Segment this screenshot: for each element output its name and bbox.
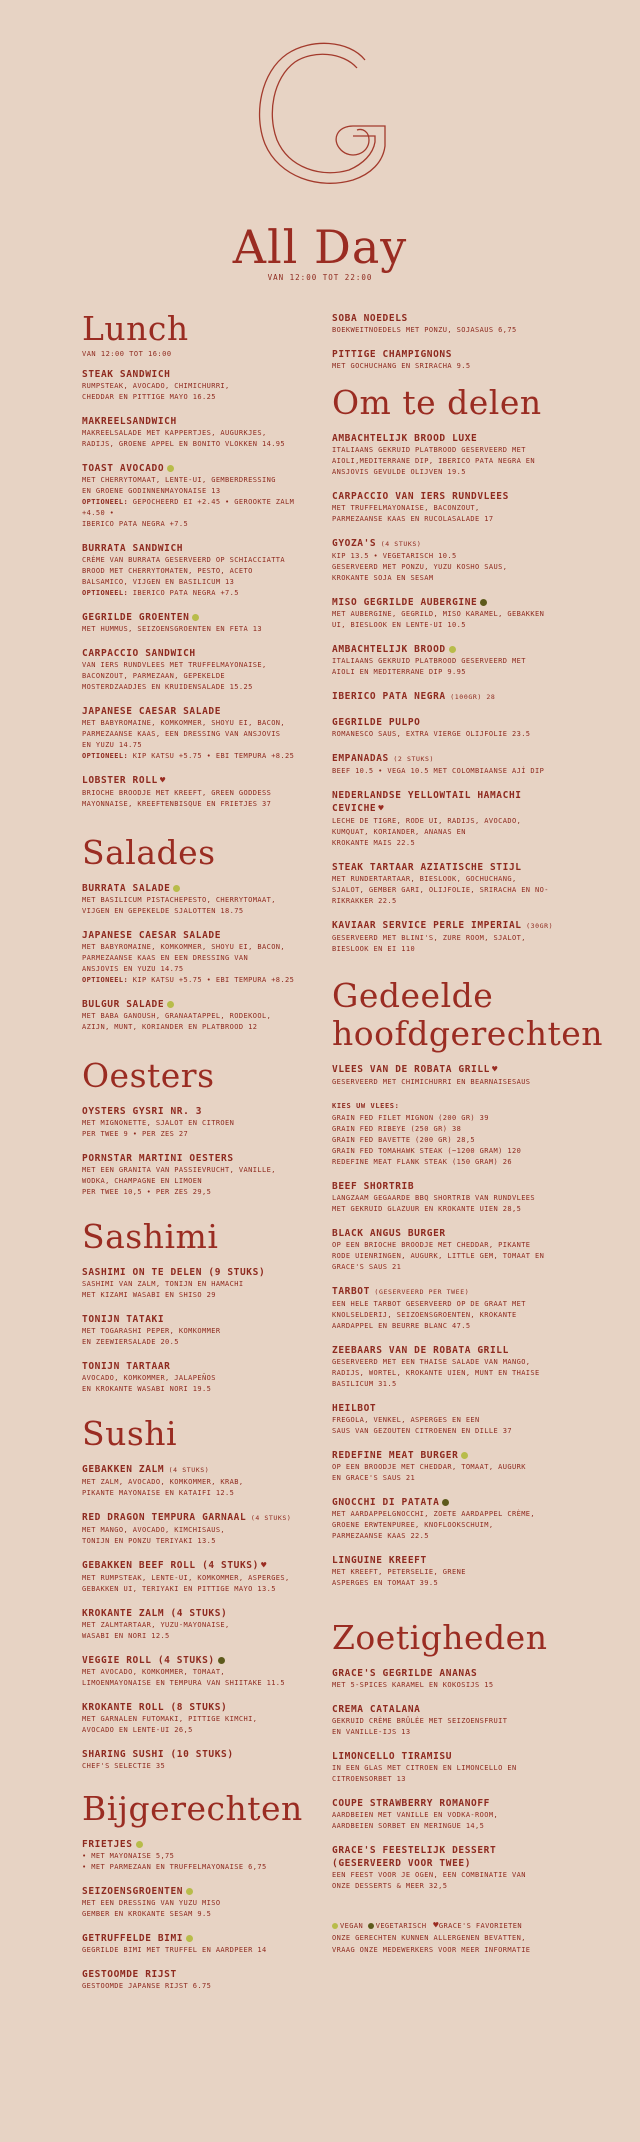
item-description: KNOLSELDERIJ, SEIZOENSGROENTEN, KROKANTE xyxy=(332,1311,517,1319)
vegetarian-dot-icon xyxy=(442,1499,449,1506)
menu-item xyxy=(82,1313,297,1348)
item-name-gegrilde-pulpo: GEGRILDE PULPO xyxy=(332,717,421,728)
item-description: BEEF 10.5 • VEGA 10.5 MET COLOMBIAANSE AJÍ DIP xyxy=(332,767,545,775)
item-description: BOEKWEITNOEDELS MET PONZU, SOJASAUS 6,75 xyxy=(332,326,517,334)
item-description: MET TRUFFELMAYONAISE, BACONZOUT, xyxy=(332,504,480,512)
item-name-lobster-roll: LOBSTER ROLL ♥ xyxy=(82,775,166,786)
item-name-sashimi-on-te-delen-9-stuks: SASHIMI ON TE DELEN (9 STUKS) xyxy=(82,1267,266,1278)
menu-item xyxy=(332,1100,562,1168)
menu-item xyxy=(82,1152,297,1198)
item-description: MOSTERDZAADJES EN KRUIDENSALADE 15.25 xyxy=(82,683,253,691)
item-description: GRACE'S SAUS 21 xyxy=(332,1263,402,1271)
menu-item xyxy=(332,919,562,955)
menu-item xyxy=(82,368,297,403)
menu-item xyxy=(82,705,297,762)
menu-item xyxy=(82,774,297,810)
item-description: FREGOLA, VENKEL, ASPERGES EN EEN xyxy=(332,1416,480,1424)
item-description: PER TWEE 10,5 • PER ZES 29,5 xyxy=(82,1188,212,1196)
item-description: MET ZALM, AVOCADO, KOMKOMMER, KRAB, xyxy=(82,1478,244,1486)
item-description: BROOD MET CHERRYTOMATEN, PESTO, ACETO xyxy=(82,567,253,575)
menu-item xyxy=(332,1496,562,1542)
item-optional: IBERICO PATA NEGRA +7.5 xyxy=(82,520,189,528)
item-description: LECHE DE TIGRE, RODE UI, RADIJS, AVOCADO, xyxy=(332,817,522,825)
item-description: ANSJOVIS GEVULDE OLIJVEN 19.5 xyxy=(332,468,466,476)
item-name-steak-tartaar-aziatische-stijl: STEAK TARTAAR AZIATISCHE STIJL xyxy=(332,862,522,873)
item-description: • MET PARMEZAAN EN TRUFFELMAYONAISE 6,75 xyxy=(82,1863,267,1871)
menu-item xyxy=(332,1227,562,1273)
menu-hours: VAN 12:00 TOT 22:00 xyxy=(267,273,373,282)
menu-item xyxy=(332,537,562,584)
item-description: MAYONNAISE, KREEFTENBISQUE EN FRIETJES 37 xyxy=(82,800,272,808)
item-description: BRIOCHE BROODJE MET KREEFT, GREEN GODDESS xyxy=(82,789,272,797)
item-description: MET RUMPSTEAK, LENTE-UI, KOMKOMMER, ASPERGES, xyxy=(82,1574,290,1582)
section-title-salades: Salades xyxy=(82,833,216,872)
menu-item xyxy=(332,752,562,777)
section-delen xyxy=(332,384,562,955)
item-description: GEBAKKEN UI, TERIYAKI EN PITTIGE MAYO 13.5 xyxy=(82,1585,276,1593)
menu-item xyxy=(332,1285,562,1332)
item-name-japanese-caesar-salade: JAPANESE CAESAR SALADE xyxy=(82,706,222,717)
item-description: GRAIN FED BAVETTE (200 GR) 28,5 xyxy=(332,1136,476,1144)
vegan-dot-icon xyxy=(167,1001,174,1008)
item-description: PARMEZAANSE KAAS, EEN DRESSING VAN ANSJOVIS xyxy=(82,730,281,738)
section-sashimi xyxy=(82,1218,297,1395)
menu-item xyxy=(332,690,562,704)
menu-item xyxy=(332,1180,562,1215)
item-description: ITALIAANS GEKRUID PLATBROOD GESERVEERD MET xyxy=(332,657,526,665)
item-name-tarbot: TARBOT (GESERVEERD PER TWEE) xyxy=(332,1286,470,1297)
item-description: GESERVEERD MET PONZU, YUZU KOSHO SAUS, xyxy=(332,563,508,571)
menu-item xyxy=(332,490,562,525)
item-name-japanese-caesar-salade: JAPANESE CAESAR SALADE xyxy=(82,930,222,941)
heart-icon: ♥ xyxy=(433,1921,439,1931)
item-name-tonijn-tataki: TONIJN TATAKI xyxy=(82,1314,165,1325)
legend-favorieten: GRACE'S FAVORIETEN xyxy=(438,1922,522,1930)
item-description: LANGZAAM GEGAARDE BBQ SHORTRIB VAN RUNDVLEES xyxy=(332,1194,536,1202)
item-description: GEMBER EN KROKANTE SESAM 9.5 xyxy=(82,1910,212,1918)
section-salades xyxy=(82,834,297,1033)
right-column xyxy=(332,312,604,1956)
section-bijgerechten xyxy=(82,1789,303,1992)
item-description: MET 5-SPICES KARAMEL EN KOKOSIJS 15 xyxy=(332,1681,494,1689)
item-name-crema-catalana: CREMA CATALANA xyxy=(332,1704,421,1715)
item-description: CITROENSORBET 13 xyxy=(332,1775,406,1783)
item-description: LIMOENMAYONAISE EN TEMPURA VAN SHIITAKE 11.5 xyxy=(82,1679,286,1687)
item-description: MET BABYROMAINE, KOMKOMMER, SHOYU EI, BACON, xyxy=(82,943,286,951)
item-description: REDEFINE MEAT FLANK STEAK (150 GRAM) 26 xyxy=(332,1158,512,1166)
section-sushi xyxy=(82,1415,297,1772)
menu-item xyxy=(332,1797,562,1832)
menu-item xyxy=(82,415,297,450)
item-description: MET AUBERGINE, GEGRILD, MISO KARAMEL, GEBAKKEN xyxy=(332,610,545,618)
item-description: MET GEKRUID GLAZUUR EN KROKANTE UIEN 28,5 xyxy=(332,1205,522,1213)
item-description: EN VANILLE-IJS 13 xyxy=(332,1728,411,1736)
item-description: GESTOOMDE JAPANSE RIJST 6.75 xyxy=(82,1982,212,1990)
item-description: ANSJOVIS EN YUZU 14.75 xyxy=(82,965,184,973)
item-description: GROENE ERWTENPUREE, KNOFLOOKSCHUIM, xyxy=(332,1521,494,1529)
vegetarian-dot-icon xyxy=(368,1923,374,1929)
item-name-gestoomde-rijst: GESTOOMDE RIJST xyxy=(82,1969,177,1980)
item-name-zeebaars-van-de-robata-grill: ZEEBAARS VAN DE ROBATA GRILL xyxy=(332,1345,509,1356)
item-description: OP EEN BROODJE MET CHEDDAR, TOMAAT, AUGURK xyxy=(332,1463,526,1471)
item-name-oysters-gysri-nr-3: OYSTERS GYSRI NR. 3 xyxy=(82,1106,203,1117)
menu-item xyxy=(332,1554,562,1589)
item-description: EN GRACE'S SAUS 21 xyxy=(332,1474,416,1482)
item-description: GESERVEERD MET EEN THAISE SALADE VAN MANGO, xyxy=(332,1358,531,1366)
item-name-gegrilde-groenten: GEGRILDE GROENTEN xyxy=(82,611,297,624)
vegan-dot-icon xyxy=(186,1935,193,1942)
item-name-carpaccio-van-iers-rundvlees: CARPACCIO VAN IERS RUNDVLEES xyxy=(332,491,509,502)
menu-item xyxy=(82,1266,297,1301)
vegan-dot-icon xyxy=(173,885,180,892)
item-description: PIKANTE MAYONAISE EN KATAIFI 12.5 xyxy=(82,1489,235,1497)
item-description: IN EEN GLAS MET CITROEN EN LIMONCELLO EN xyxy=(332,1764,517,1772)
menu-item xyxy=(332,861,562,907)
item-name-gyoza-s: GYOZA'S (4 STUKS) xyxy=(332,538,422,549)
heart-icon: ♥ xyxy=(159,776,166,786)
item-description: KROKANTE SOJA EN SESAM xyxy=(332,574,434,582)
vegetarian-dot-icon xyxy=(218,1657,225,1664)
item-description: PARMEZAANSE KAAS EN RUCOLASALADE 17 xyxy=(332,515,494,523)
menu-item xyxy=(82,1511,297,1547)
section-note-lunch: VAN 12:00 TOT 16:00 xyxy=(82,350,172,358)
menu-item xyxy=(332,596,562,631)
item-description: MET BABA GANOUSH, GRANAATAPPEL, RODEKOOL, xyxy=(82,1012,272,1020)
item-description: • MET MAYONAISE 5,75 xyxy=(82,1852,175,1860)
menu-item xyxy=(332,312,562,336)
item-name-redefine-meat-burger: REDEFINE MEAT BURGER xyxy=(332,1449,562,1462)
menu-item xyxy=(82,1105,297,1140)
menu-item xyxy=(82,882,297,917)
item-description: WASABI EN NORI 12.5 xyxy=(82,1632,170,1640)
menu-item xyxy=(82,1838,297,1873)
item-name-ambachtelijk-brood-luxe: AMBACHTELIJK BROOD LUXE xyxy=(332,433,478,444)
item-name-burrata-salade: BURRATA SALADE xyxy=(82,882,297,895)
item-name-coupe-strawberry-romanoff: COUPE STRAWBERRY ROMANOFF xyxy=(332,1798,490,1809)
item-description: MET TOGARASHI PEPER, KOMKOMMER xyxy=(82,1327,221,1335)
item-optional: OPTIONEEL: GEPOCHEERD EI +2.45 • GEROOKTE ZALM +4.50 • xyxy=(82,498,295,517)
menu-item xyxy=(332,1402,562,1437)
menu-item xyxy=(82,929,297,986)
legend xyxy=(332,1920,562,1956)
menu-item xyxy=(332,1750,562,1785)
item-description: CHEDDAR EN PITTIGE MAYO 16.25 xyxy=(82,393,216,401)
item-name-veggie-roll-4-stuks: VEGGIE ROLL (4 STUKS) xyxy=(82,1654,297,1667)
item-description: VIJGEN EN GEPEKELDE SJALOTTEN 18.75 xyxy=(82,907,244,915)
item-description: MET KIZAMI WASABI EN SHISO 29 xyxy=(82,1291,216,1299)
item-description: ROMANESCO SAUS, EXTRA VIERGE OLIJFOLIE 23.5 xyxy=(332,730,531,738)
item-name-heilbot: HEILBOT xyxy=(332,1403,377,1414)
vegan-dot-icon xyxy=(186,1888,193,1895)
item-description: ASPERGES EN TOMAAT 39.5 xyxy=(332,1579,439,1587)
item-name-gebakken-zalm: GEBAKKEN ZALM (4 STUKS) xyxy=(82,1464,210,1475)
item-name-grace-s-gegrilde-ananas: GRACE'S GEGRILDE ANANAS xyxy=(332,1668,478,1679)
item-description: MET GOCHUCHANG EN SRIRACHA 9.5 xyxy=(332,362,471,370)
menu-item xyxy=(82,1701,297,1736)
item-optional: OPTIONEEL: KIP KATSU +5.75 • EBI TEMPURA +8.25 xyxy=(82,752,295,760)
item-name-carpaccio-sandwich: CARPACCIO SANDWICH xyxy=(82,648,196,659)
section-title-delen: Om te delen xyxy=(332,383,542,422)
menu-item xyxy=(332,716,562,740)
menu-item xyxy=(332,432,562,478)
item-description: MET CHERRYTOMAAT, LENTE-UI, GEMBERDRESSING xyxy=(82,476,276,484)
item-description: GRAIN FED FILET MIGNON (200 GR) 39 xyxy=(332,1114,489,1122)
item-description: SJALOT, GEMBER GARI, OLIJFOLIE, SRIRACHA EN NO- xyxy=(332,886,549,894)
vegan-dot-icon xyxy=(461,1452,468,1459)
item-description: MET MANGO, AVOCADO, KIMCHISAUS, xyxy=(82,1526,226,1534)
menu-item xyxy=(332,789,562,849)
item-description: MET KREEFT, PETERSELIE, GRENE xyxy=(332,1568,466,1576)
section-title-hoofd: Gedeelde hoofdgerechten xyxy=(332,976,604,1053)
item-description: KROKANTE MAIS 22.5 xyxy=(332,839,416,847)
menu-item xyxy=(82,1932,297,1956)
menu-item xyxy=(82,1360,297,1395)
item-name-black-angus-burger: BLACK ANGUS BURGER xyxy=(332,1228,446,1239)
section-lunch xyxy=(82,310,297,810)
menu-title: All Day xyxy=(232,220,408,274)
menu-item xyxy=(82,1885,297,1920)
section-title-sashimi: Sashimi xyxy=(82,1217,219,1256)
item-name-gebakken-beef-roll-4-stuks: GEBAKKEN BEEF ROLL (4 STUKS) ♥ xyxy=(82,1560,267,1571)
item-description: CHEF'S SELECTIE 35 xyxy=(82,1762,166,1770)
item-description: KUMQUAT, KORIANDER, ANANAS EN xyxy=(332,828,466,836)
item-description: MET EEN GRANITA VAN PASSIEVRUCHT, VANILLE, xyxy=(82,1166,276,1174)
item-description: RADIJS, WORTEL, KROKANTE UIEN, MUNT EN THAISE xyxy=(332,1369,540,1377)
vegetarian-dot-icon xyxy=(480,599,487,606)
item-description: PER TWEE 9 • PER ZES 27 xyxy=(82,1130,189,1138)
item-name-gnocchi-di-patata: GNOCCHI DI PATATA xyxy=(332,1496,562,1509)
menu-item xyxy=(82,1748,297,1772)
item-description: BACONZOUT, PARMEZAAN, GEPEKELDE xyxy=(82,672,226,680)
menu-item xyxy=(332,1449,562,1484)
vegan-dot-icon xyxy=(167,465,174,472)
item-name-steak-sandwich: STEAK SANDWICH xyxy=(82,369,171,380)
item-description: AVOCADO, KOMKOMMER, JALAPEÑOS xyxy=(82,1374,216,1382)
section-title-lunch: Lunch xyxy=(82,309,189,348)
item-description: MET ZALMTARTAAR, YUZU-MAYONAISE, xyxy=(82,1621,230,1629)
item-name-krokante-zalm-4-stuks: KROKANTE ZALM (4 STUKS) xyxy=(82,1608,228,1619)
section-title-bijgerechten: Bijgerechten xyxy=(82,1789,303,1828)
item-name-frietjes: FRIETJES xyxy=(82,1838,297,1851)
item-description: MET BASILICUM PISTACHEPESTO, CHERRYTOMAAT, xyxy=(82,896,276,904)
left-column xyxy=(82,300,303,2004)
item-description: CRÈME VAN BURRATA GESERVEERD OP SCHIACCIATTA xyxy=(82,556,286,564)
vegan-dot-icon xyxy=(449,646,456,653)
menu-item xyxy=(332,1063,562,1088)
menu-item xyxy=(82,1968,297,1992)
item-name-soba-noedels: SOBA NOEDELS xyxy=(332,313,408,324)
item-description: ONZE DESSERTS & MEER 32,5 xyxy=(332,1882,448,1890)
menu-item xyxy=(332,1703,562,1738)
menu-item xyxy=(332,1844,562,1892)
item-description: AIOLI,MEDITERRANE DIP, IBERICO PATA NEGRA EN xyxy=(332,457,536,465)
item-description: AARDBEIEN SORBET EN MERINGUE 14,5 xyxy=(332,1822,485,1830)
grace-g-logo xyxy=(245,32,395,192)
item-name-linguine-kreeft: LINGUINE KREEFT xyxy=(332,1555,427,1566)
item-description: MET AVOCADO, KOMKOMMER, TOMAAT, xyxy=(82,1668,226,1676)
heart-icon: ♥ xyxy=(260,1561,267,1571)
item-name-empanadas: EMPANADAS (2 STUKS) xyxy=(332,753,435,764)
section-zoet xyxy=(332,1619,562,1892)
item-description: MET BABYROMAINE, KOMKOMMER, SHOYU EI, BACON, xyxy=(82,719,286,727)
item-description: GESERVEERD MET CHIMICHURRI EN BEARNAISESAUS xyxy=(332,1078,531,1086)
legend-vegan: VEGAN xyxy=(340,1922,364,1930)
item-description: MET EEN DRESSING VAN YUZU MISO xyxy=(82,1899,221,1907)
item-name-iberico-pata-negra: IBERICO PATA NEGRA (100GR) 28 xyxy=(332,691,496,702)
item-name-beef-shortrib: BEEF SHORTRIB xyxy=(332,1181,415,1192)
item-name-toast-avocado: TOAST AVOCADO xyxy=(82,462,297,475)
item-name-kaviaar-service-perle-imperial: KAVIAAR SERVICE PERLE IMPERIAL (30GR) xyxy=(332,920,554,931)
item-description: AZIJN, MUNT, KORIANDER EN PLATBROOD 12 xyxy=(82,1023,258,1031)
menu-item xyxy=(82,462,297,530)
item-name-red-dragon-tempura-garnaal: RED DRAGON TEMPURA GARNAAL (4 STUKS) xyxy=(82,1512,292,1523)
vegan-dot-icon xyxy=(332,1923,338,1929)
item-description: GEKRUID CRÈME BRÛLÉE MET SEIZOENSFRUIT xyxy=(332,1717,508,1725)
item-description: ITALIAANS GEKRUID PLATBROOD GESERVEERD MET xyxy=(332,446,526,454)
item-name-bulgur-salade: BULGUR SALADE xyxy=(82,998,297,1011)
menu-item xyxy=(332,1344,562,1390)
item-name-makreelsandwich: MAKREELSANDWICH xyxy=(82,416,177,427)
item-name-vlees-van-de-robata-grill: VLEES VAN DE ROBATA GRILL ♥ xyxy=(332,1064,499,1075)
item-description: PARMEZAANSE KAAS 22.5 xyxy=(332,1532,429,1540)
legend-line-1: ONZE GERECHTEN KUNNEN ALLERGENEN BEVATTEN, xyxy=(332,1934,526,1942)
heart-icon: ♥ xyxy=(492,1065,499,1075)
menu-item xyxy=(82,542,297,599)
item-name-grace-s-feestelijk-dessert-geserveerd-voor-twee: GRACE'S FEESTELIJK DESSERT (GESERVEERD VOOR TWEE) xyxy=(332,1845,497,1869)
item-description: RIKRAKKER 22.5 xyxy=(332,897,397,905)
item-name-ambachtelijk-brood: AMBACHTELIJK BROOD xyxy=(332,643,562,656)
menu-item xyxy=(82,611,297,635)
item-description: MET MIGNONETTE, SJALOT EN CITROEN xyxy=(82,1119,235,1127)
menu-item xyxy=(332,1667,562,1691)
item-description: EN YUZU 14.75 xyxy=(82,741,142,749)
heart-icon: ♥ xyxy=(378,804,385,814)
legend-vegetarisch: VEGETARISCH xyxy=(375,1922,427,1930)
item-description: MET HUMMUS, SEIZOENSGROENTEN EN FETA 13 xyxy=(82,625,262,633)
item-name-sharing-sushi-10-stuks: SHARING SUSHI (10 STUKS) xyxy=(82,1749,234,1760)
item-description: EN GROENE GODINNENMAYONAISE 13 xyxy=(82,487,221,495)
legend-line-2: VRAAG ONZE MEDEWERKERS VOOR MEER INFORMATIE xyxy=(332,1946,531,1954)
item-description: EEN HELE TARBOT GESERVEERD OP DE GRAAT MET xyxy=(332,1300,526,1308)
item-description: SASHIMI VAN ZALM, TONIJN EN HAMACHI xyxy=(82,1280,244,1288)
item-description: PARMEZAANSE KAAS EN EEN DRESSING VAN xyxy=(82,954,249,962)
section-title-sushi: Sushi xyxy=(82,1414,178,1453)
item-description: WODKA, CHAMPAGNE EN LIMOEN xyxy=(82,1177,202,1185)
item-name-pittige-champignons: PITTIGE CHAMPIGNONS xyxy=(332,349,453,360)
item-description: AARDBEIEN MET VANILLE EN VODKA-ROOM, xyxy=(332,1811,499,1819)
menu-item xyxy=(332,348,562,372)
item-description: BASILICUM 31.5 xyxy=(332,1380,397,1388)
item-name-burrata-sandwich: BURRATA SANDWICH xyxy=(82,543,184,554)
menu-item xyxy=(82,998,297,1033)
item-name-getruffelde-bimi: GETRUFFELDE BIMI xyxy=(82,1932,297,1945)
menu-item xyxy=(82,1654,297,1689)
item-name-seizoensgroenten: SEIZOENSGROENTEN xyxy=(82,1885,297,1898)
item-description: MET GARNALEN FUTOMAKI, PITTIGE KIMCHI, xyxy=(82,1715,258,1723)
item-name-miso-gegrilde-aubergine: MISO GEGRILDE AUBERGINE xyxy=(332,596,562,609)
item-name-limoncello-tiramisu: LIMONCELLO TIRAMISU xyxy=(332,1751,453,1762)
item-description: KIP 13.5 • VEGETARISCH 10.5 xyxy=(332,552,457,560)
menu-item xyxy=(82,1607,297,1642)
vegan-dot-icon xyxy=(136,1841,143,1848)
vegan-dot-icon xyxy=(192,614,199,621)
item-description: OP EEN BRIOCHE BROODJE MET CHEDDAR, PIKANTE xyxy=(332,1241,531,1249)
item-description: GEGRILDE BIMI MET TRUFFEL EN AARDPEER 14 xyxy=(82,1946,267,1954)
item-description: MET RUNDERTARTAAR, BIESLOOK, GOCHUCHANG, xyxy=(332,875,517,883)
menu-item xyxy=(82,1463,297,1499)
item-description: TONIJN EN PONZU TERIYAKI 13.5 xyxy=(82,1537,216,1545)
item-description: SAUS VAN GEZOUTEN CITROENEN EN DILLE 37 xyxy=(332,1427,512,1435)
item-description: RODE UIENRINGEN, AUGURK, LITTLE GEM, TOMAAT EN xyxy=(332,1252,545,1260)
item-description: GRAIN FED TOMAHAWK STEAK (~1200 GRAM) 120 xyxy=(332,1147,522,1155)
item-description: AVOCADO EN LENTE-UI 26,5 xyxy=(82,1726,193,1734)
item-description: EEN FEEST VOOR JE OGEN, EEN COMBINATIE VAN xyxy=(332,1871,526,1879)
section-oesters xyxy=(82,1057,297,1198)
item-description: MET AARDAPPELGNOCCHI, ZOETE AARDAPPEL CRÈME, xyxy=(332,1510,536,1518)
item-description: AARDAPPEL EN BEURRE BLANC 47.5 xyxy=(332,1322,471,1330)
item-description: AIOLI EN MEDITERRANE DIP 9.95 xyxy=(332,668,466,676)
item-description: MAKREELSALADE MET KAPPERTJES, AUGURKJES, xyxy=(82,429,267,437)
item-optional: OPTIONEEL: IBERICO PATA NEGRA +7.5 xyxy=(82,589,239,597)
item-description: BIESLOOK EN EI 110 xyxy=(332,945,416,953)
item-name-krokante-roll-8-stuks: KROKANTE ROLL (8 STUKS) xyxy=(82,1702,228,1713)
item-name-pornstar-martini-oesters: PORNSTAR MARTINI OESTERS xyxy=(82,1153,234,1164)
menu-item xyxy=(82,647,297,693)
item-description: UI, BIESLOOK EN LENTE-UI 10.5 xyxy=(332,621,466,629)
item-description: GRAIN FED RIBEYE (250 GR) 38 xyxy=(332,1125,462,1133)
item-description: BALSAMICO, VIJGEN EN BASILICUM 13 xyxy=(82,578,235,586)
section-title-zoet: Zoetigheden xyxy=(332,1618,548,1657)
item-optional: OPTIONEEL: KIP KATSU +5.75 • EBI TEMPURA +8.25 xyxy=(82,976,295,984)
item-name-tonijn-tartaar: TONIJN TARTAAR xyxy=(82,1361,171,1372)
item-description: GESERVEERD MET BLINI'S, ZURE ROOM, SJALOT, xyxy=(332,934,526,942)
item-description: RADIJS, GROENE APPEL EN BONITO VLOKKEN 14.95 xyxy=(82,440,286,448)
item-description: RUMPSTEAK, AVOCADO, CHIMICHURRI, xyxy=(82,382,230,390)
item-name-kies-uw-vlees: KIES UW VLEES: xyxy=(332,1102,400,1110)
section-right_top xyxy=(332,312,562,372)
menu-item xyxy=(82,1559,297,1595)
item-description: EN KROKANTE WASABI NORI 19.5 xyxy=(82,1385,212,1393)
section-hoofd xyxy=(332,976,604,1589)
item-name-nederlandse-yellowtail-hamachi-ceviche: NEDERLANDSE YELLOWTAIL HAMACHI CEVICHE ♥ xyxy=(332,790,522,814)
menu-item xyxy=(332,643,562,678)
section-title-oesters: Oesters xyxy=(82,1056,215,1095)
item-description: EN ZEEWIERSALADE 20.5 xyxy=(82,1338,179,1346)
item-description: VAN IERS RUNDVLEES MET TRUFFELMAYONAISE, xyxy=(82,661,267,669)
